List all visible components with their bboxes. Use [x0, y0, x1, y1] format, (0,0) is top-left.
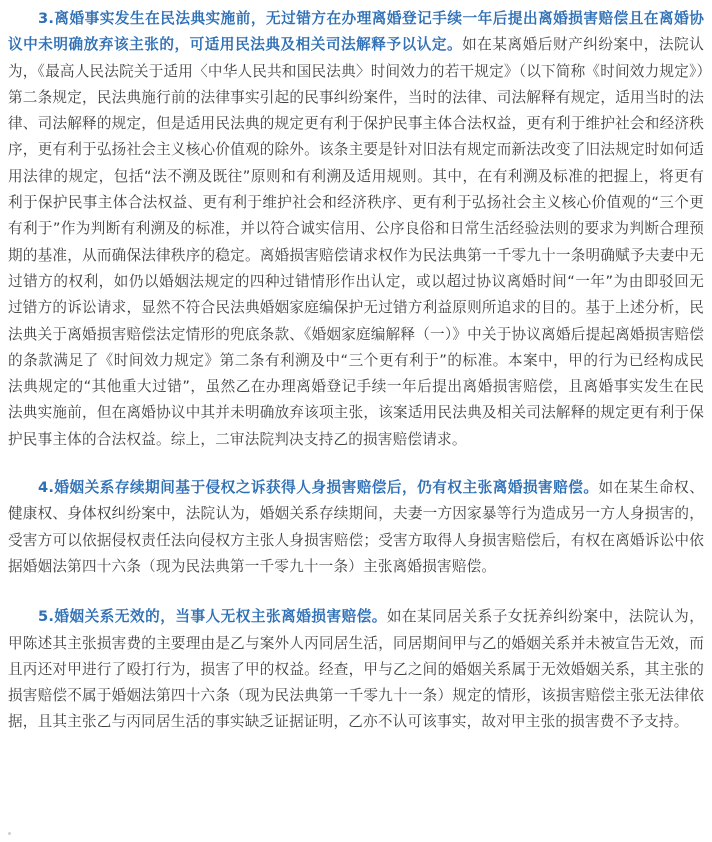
paragraph-5-body: 如在某同居关系子女抚养纠纷案中，法院认为，甲陈述其主张损害费的主要理由是乙与案外人丙同居生活，同居期间甲与乙的婚姻关系并未被宣告无效，而且丙还对甲进行了殴打行为，损害了甲的权益。经查，甲与乙之间的婚姻关系属于无效婚姻关系，其主张的损害赔偿不属于婚姻法第四十六条（现为民法典第一千零九十一条）规定的情形，该损害赔偿主张无法律依据，且其主张乙与丙同居生活的事实缺乏证据证明，乙亦不认可该事实，故对甲主张的损害费不予支持。 [8, 608, 704, 731]
paragraph-3 [8, 6, 704, 453]
paragraph-4-body: 如在某生命权、健康权、身体权纠纷案中，法院认为，婚姻关系存续期间，夫妻一方因家暴等行为造成另一方人身损害的，受害方可以依据侵权责任法向侵权方主张人身损害赔偿；受害方取得人身损害赔偿后，有权在离婚诉讼中依据婚姻法第四十六条（现为民法典第一千零九十一条）主张离婚损害赔偿。 [8, 479, 704, 575]
paragraph-4-lead: 4.婚姻关系存续期间基于侵权之诉获得人身损害赔偿后，仍有权主张离婚损害赔偿。 [38, 479, 599, 497]
footer-dot-icon [8, 832, 11, 835]
paragraph-5-lead: 5.婚姻关系无效的，当事人无权主张离婚损害赔偿。 [38, 608, 387, 626]
paragraph-4 [8, 475, 704, 580]
paragraph-3-body: 如在某离婚后财产纠纷案中，法院认为，《最高人民法院关于适用〈中华人民共和国民法典〉时间效力的若干规定》（以下简称《时间效力规定》）第二条规定，民法典施行前的法律事实引起的民事纠纷案件，当时的法律、司法解释有规定，适用当时的法律、司法解释的规定，但是适用民法典的规定更有利于保护民事主体合法权益，更有利于维护社会和经济秩序，更有利于弘扬社会主义核心价值观的除外。该条主要是针对旧法有规定而新法改变了旧法规定时如何适用法律的规定，包括“法不溯及既往”原则和有利溯及适用规则。其中，在有利溯及标准的把握上，将更有利于保护民事主体合法权益、更有利于维护社会和经济秩序、更有利于弘扬社会主义核心价值观的“三个更有利于”作为判断有利溯及的标准，并以符合诚实信用、公序良俗和日常生活经验法则的要求为判断合理预期的基准，从而确保法律秩序的稳定。离婚损害赔偿请求权作为民法典第一千零九十一条明确赋予夫妻中无过错方的权利，如仍以婚姻法规定的四种过错情形作出认定，或以超过协议离婚时间“一年”为由即驳回无过错方的诉讼请求，显然不符合民法典婚姻家庭编保护无过错方利益原则所追求的目的。基于上述分析，民法典关于离婚损害赔偿法定情形的兜底条款、《婚姻家庭编解释（一）》中关于协议离婚后提起离婚损害赔偿的条款满足了《时间效力规定》第二条有利溯及中“三个更有利于”的标准。本案中，甲的行为已经构成民法典规定的“其他重大过错”，虽然乙在办理离婚登记手续一年后提出离婚损害赔偿，且离婚事实发生在民法典实施前，但在离婚协议中其并未明确放弃该项主张，该案适用民法典及相关司法解释的规定更有利于保护民事主体的合法权益。综上，二审法院判决支持乙的损害赔偿请求。 [8, 36, 704, 448]
paragraph-5 [8, 604, 704, 735]
paragraph-3-lead: 3.离婚事实发生在民法典实施前，无过错方在办理离婚登记手续一年后提出离婚损害赔偿且在离婚协议中未明确放弃该主张的，可适用民法典及相关司法解释予以认定。 [8, 10, 704, 54]
